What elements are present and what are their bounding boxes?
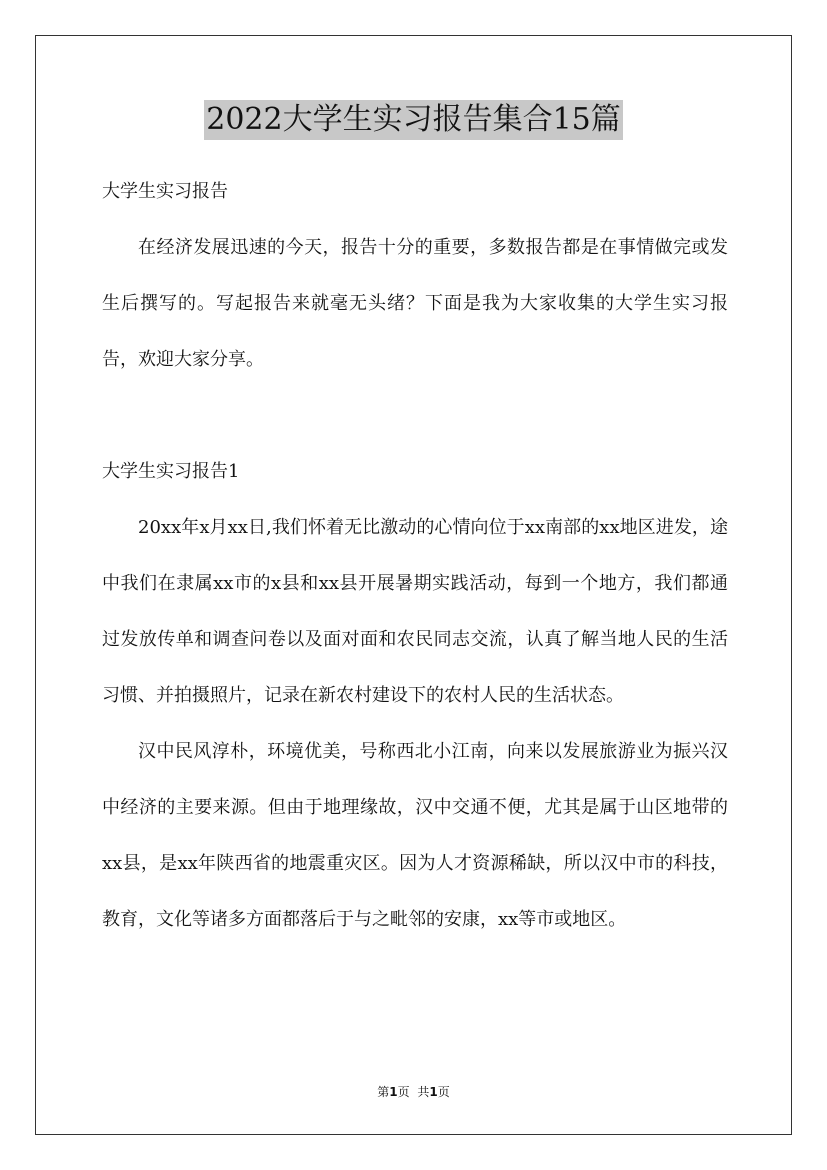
page-current: 1 <box>389 1085 398 1099</box>
document-body <box>102 164 728 948</box>
section1-heading: 大学生实习报告1 <box>102 461 240 482</box>
title-container <box>0 100 827 140</box>
page-total: 1 <box>429 1085 438 1099</box>
intro-paragraph: 在经济发展迅速的今天，报告十分的重要，多数报告都是在事情做完或发生后撰写的。写起报告来就毫无头绪？下面是我为大家收集的大学生实习报告，欢迎大家分享。 <box>102 237 728 370</box>
document-title: 2022大学生实习报告集合15篇 <box>204 100 623 140</box>
section1-paragraph-2: 汉中民风淳朴，环境优美，号称西北小江南，向来以发展旅游业为振兴汉中经济的主要来源。但由于地理缘故，汉中交通不便，尤其是属于山区地带的xx县，是xx年陕西省的地震重灾区。因为人才资源稀缺，所以汉中市的科技，教育，文化等诸多方面都落后于与之毗邻的安康，xx等市或地区。 <box>102 741 728 930</box>
section-spacer <box>102 388 728 444</box>
total-prefix: 共 <box>417 1085 430 1099</box>
total-suffix: 页 <box>437 1085 450 1099</box>
page-suffix: 页 <box>397 1085 410 1099</box>
page-prefix: 第 <box>377 1085 390 1099</box>
intro-heading: 大学生实习报告 <box>102 181 228 202</box>
section1-paragraph-1: 20xx年x月xx日,我们怀着无比激动的心情向位于xx南部的xx地区进发，途中我们在隶属xx市的x县和xx县开展暑期实践活动，每到一个地方，我们都通过发放传单和调查问卷以及面对面和农民同志交流，认真了解当地人民的生活习惯、并拍摄照片，记录在新农村建设下的农村人民的生活状态。 <box>102 517 728 706</box>
page-footer <box>0 1084 827 1100</box>
